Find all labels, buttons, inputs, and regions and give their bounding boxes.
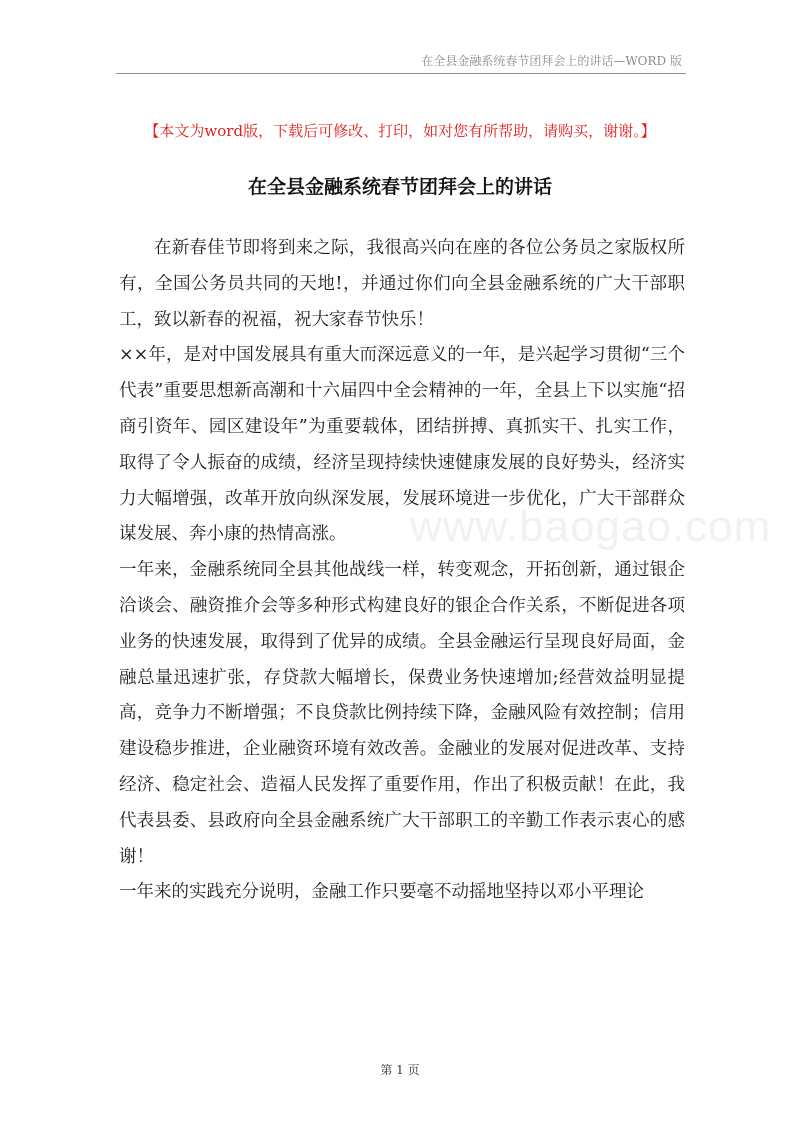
watermark: www.baogao.com bbox=[410, 502, 772, 551]
running-header: 在全县金融系统春节团拜会上的讲话—WORD 版 bbox=[421, 54, 682, 68]
document-title: 在全县金融系统春节团拜会上的讲话 bbox=[247, 176, 552, 198]
paragraph: 一年来的实践充分说明，金融工作只要毫不动摇地坚持以邓小平理论 bbox=[119, 882, 644, 903]
page-number: 第 1 页 bbox=[380, 1063, 420, 1077]
word-version-notice: 【本文为word版，下载后可修改、打印，如对您有所帮助，请购买，谢谢。】 bbox=[144, 122, 656, 140]
paragraph: ××年，是对中国发展具有重大而深远意义的一年，是兴起学习贯彻“三个代表”重要思想新高潮和十六届四中全会精神的一年，全县上下以实施“招商引资年、园区建设年”为重要载体，团结拼搏、真抓实干、扎实工作，取得了令人振奋的成绩，经济呈现持续快速健康发展的良好势头，经济实力大幅增强，改革开放向纵深发展，发展环境进一步优化，广大干部群众谋发展、奔小康的热情高涨。 bbox=[119, 345, 685, 545]
document-body bbox=[119, 231, 685, 911]
paragraph: 在新春佳节即将到来之际，我很高兴向在座的各位公务员之家版权所有，全国公务员共同的天地!，并通过你们向全县金融系统的广大干部职工，致以新春的祝福，祝大家春节快乐！ bbox=[119, 238, 685, 330]
header-divider bbox=[116, 73, 686, 74]
paragraph: 一年来，金融系统同全县其他战线一样，转变观念，开拓创新，通过银企洽谈会、融资推介会等多种形式构建良好的银企合作关系，不断促进各项业务的快速发展，取得到了优异的成绩。全县金融运行呈现良好局面，金融总量迅速扩张，存贷款大幅增长，保费业务快速增加;经营效益明显提高，竞争力不断增强；不良贷款比例持续下降，金融风险有效控制；信用建设稳步推进，企业融资环境有效改善。金融业的发展对促进改革、支持经济、稳定社会、造福人民发挥了重要作用，作出了积极贡献！在此，我代表县委、县政府向全县金融系统广大干部职工的辛勤工作表示衷心的感谢！ bbox=[119, 560, 685, 867]
